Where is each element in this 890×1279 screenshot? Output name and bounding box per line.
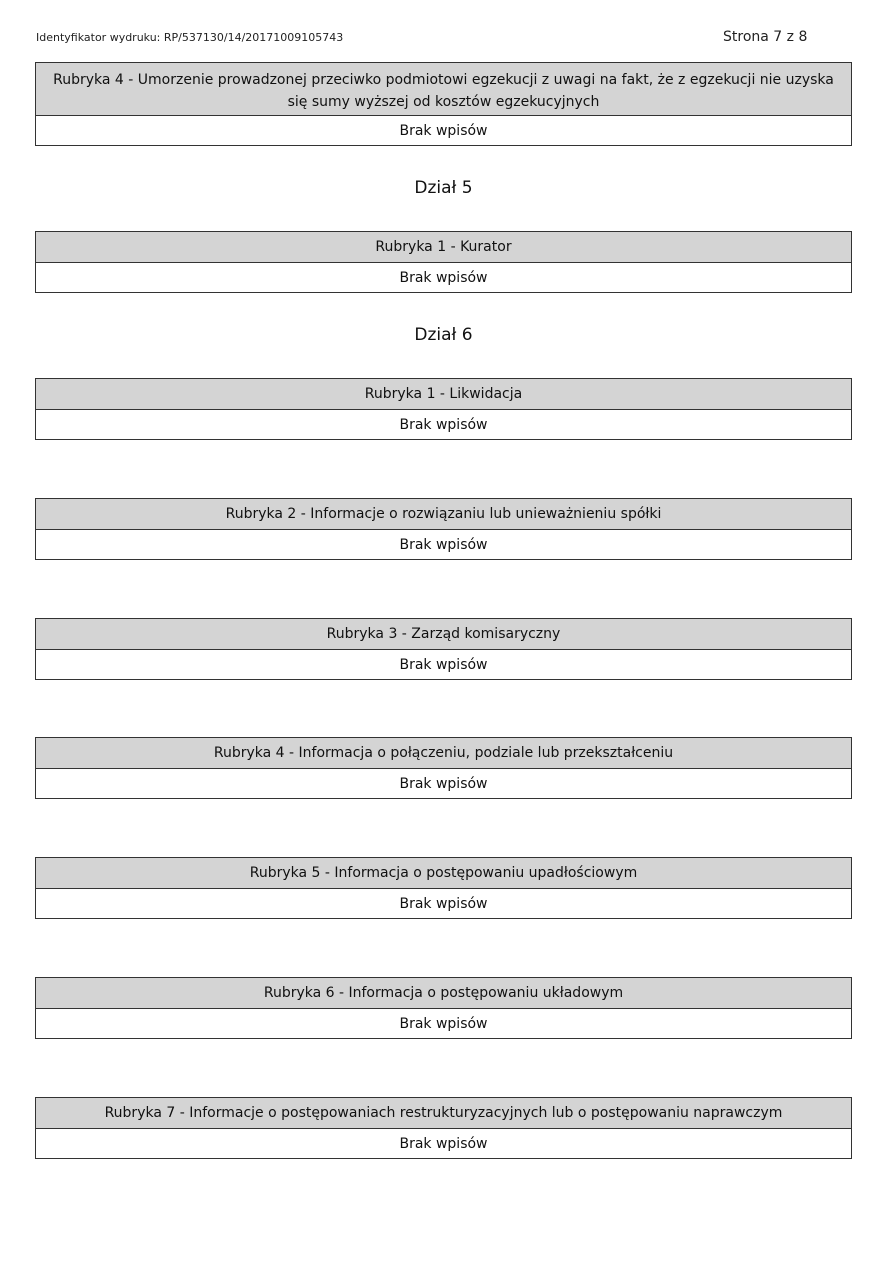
rubryka-section (35, 1097, 852, 1159)
rubryka-entries: Brak wpisów (36, 263, 851, 292)
rubryka-section (35, 231, 852, 293)
rubryka-section (35, 62, 852, 146)
rubryka-title: Rubryka 7 - Informacje o postępowaniach restrukturyzacyjnych lub o postępowaniu naprawczym (36, 1098, 851, 1129)
rubryka-entries: Brak wpisów (36, 769, 851, 798)
rubryka-section (35, 498, 852, 560)
rubryka-title: Rubryka 4 - Umorzenie prowadzonej przeciwko podmiotowi egzekucji z uwagi na fakt, że z egzekucji nie uzyska się sumy wyższej od kosztów egzekucyjnych (36, 63, 851, 116)
rubryka-title: Rubryka 1 - Likwidacja (36, 379, 851, 410)
rubryka-title: Rubryka 1 - Kurator (36, 232, 851, 263)
rubryka-entries: Brak wpisów (36, 1009, 851, 1038)
rubryka-entries: Brak wpisów (36, 530, 851, 559)
rubryka-entries: Brak wpisów (36, 650, 851, 679)
rubryka-entries: Brak wpisów (36, 410, 851, 439)
section-heading-dzial-5: Dział 5 (414, 178, 473, 198)
section-heading-dzial-6: Dział 6 (414, 325, 473, 345)
rubryka-entries: Brak wpisów (36, 889, 851, 918)
rubryka-title: Rubryka 5 - Informacja o postępowaniu upadłościowym (36, 858, 851, 889)
rubryka-entries: Brak wpisów (36, 116, 851, 145)
page-number: Strona 7 z 8 (723, 29, 808, 45)
rubryka-section (35, 737, 852, 799)
rubryka-title: Rubryka 4 - Informacja o połączeniu, podziale lub przekształceniu (36, 738, 851, 769)
rubryka-title: Rubryka 2 - Informacje o rozwiązaniu lub unieważnieniu spółki (36, 499, 851, 530)
rubryka-section (35, 857, 852, 919)
print-identifier: Identyfikator wydruku: RP/537130/14/20171009105743 (36, 31, 344, 44)
rubryka-section (35, 618, 852, 680)
rubryka-entries: Brak wpisów (36, 1129, 851, 1158)
rubryka-title: Rubryka 3 - Zarząd komisaryczny (36, 619, 851, 650)
rubryka-title: Rubryka 6 - Informacja o postępowaniu układowym (36, 978, 851, 1009)
rubryka-section (35, 378, 852, 440)
rubryka-section (35, 977, 852, 1039)
